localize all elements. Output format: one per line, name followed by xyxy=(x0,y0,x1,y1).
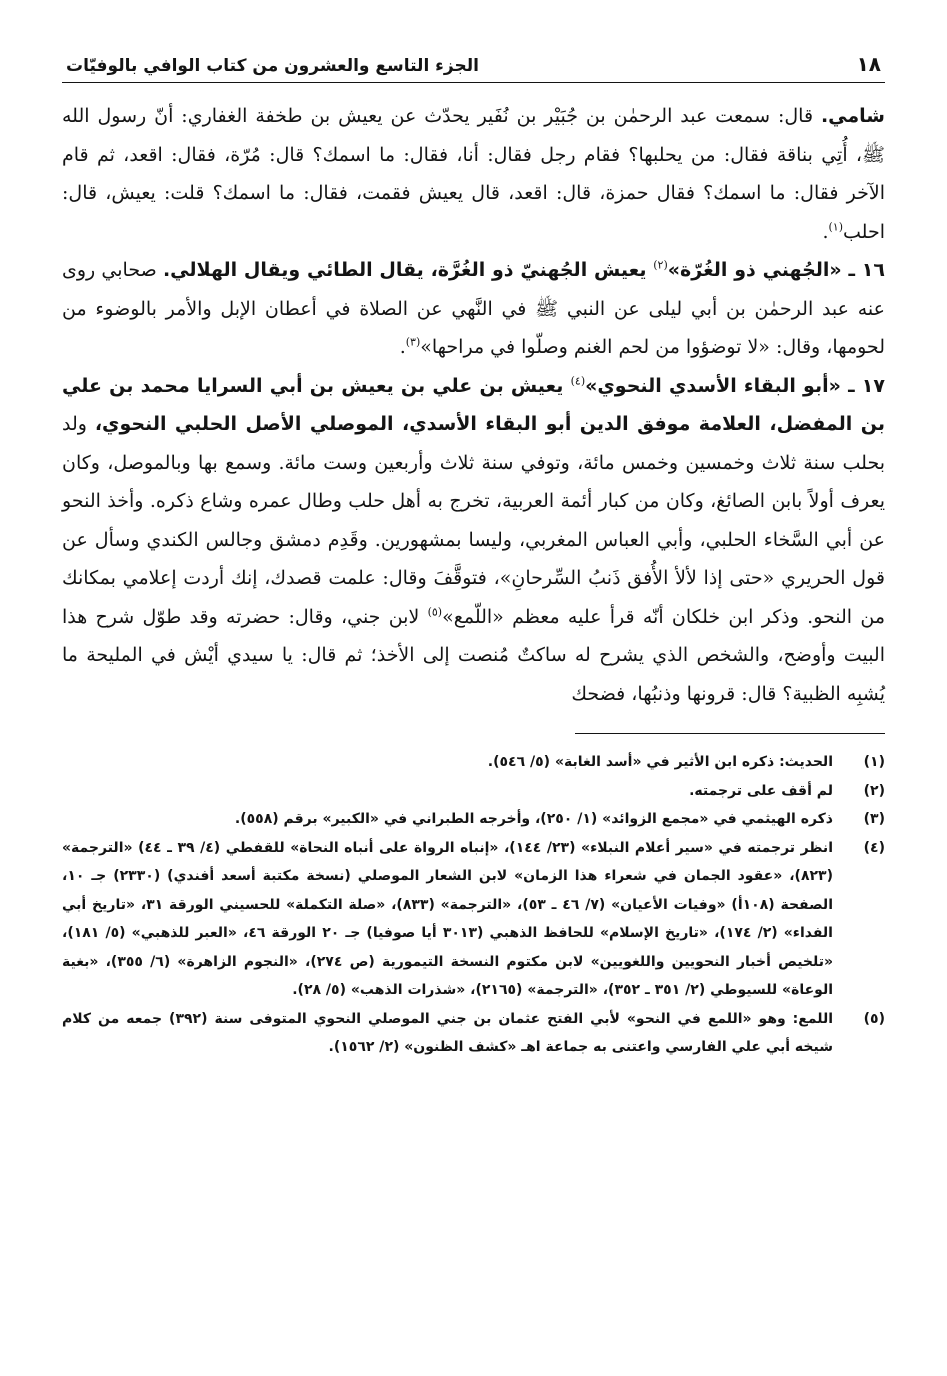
entry-17-name: يعيش بن علي بن يعيش بن أبي السرايا محمد بن علي بن المفضل، العلامة موفق الدين أبو البقاء الأسدي، الموصلي الأصل الحلبي النحوي، xyxy=(62,374,885,435)
footnote-item xyxy=(62,805,885,834)
opening-text: قال: سمعت عبد الرحمٰن بن جُبَيْر بن نُفَير يحدّث عن يعيش بن طخفة الغفاري: أنّ رسول الله ﷺ، أُتِي بناقة فقال: من يحلبها؟ فقام رجل فقال: أنا، فقال: ما اسمك؟ قال: مُرّة، فقال: اقعد، ثم قام الآخر فقال: ما اسمك؟ فقال حمزة، قال: اقعد، قال يعيش فقمت، فقال: ما اسمك؟ قلت: يعيش، قال: احلب xyxy=(62,105,885,243)
footnote-item xyxy=(62,834,885,1005)
footnote-number: (٥) xyxy=(863,1010,885,1027)
page-number: ١٨ xyxy=(856,52,881,76)
footnote-item xyxy=(62,777,885,806)
entry-17 xyxy=(62,367,885,714)
opening-end: . xyxy=(822,220,829,243)
running-header xyxy=(62,52,885,83)
footnote-text: ذكره الهيثمي في «مجمع الزوائد» (١/ ٢٥٠)، وأخرجه الطبراني في «الكبير» برقم (٥٥٨). xyxy=(234,811,833,827)
entry-16-end: . xyxy=(399,336,406,358)
footnote-ref: (٢) xyxy=(653,258,668,272)
footnote-number: (٢) xyxy=(863,782,885,799)
footnote-number: (٤) xyxy=(863,839,885,856)
footnotes xyxy=(62,748,885,1062)
entry-16 xyxy=(62,251,885,367)
footnote-number: (٣) xyxy=(863,811,885,827)
entry-16-text: صحابي روى عنه عبد الرحمٰن بن أبي ليلى عن النبي ﷺ في النَّهي عن الصلاة في أعطان الإبل والأمر بالوضوء من لحومها، وقال: «لا توضؤوا من لحم الغنم وصلّوا في مراحها» xyxy=(62,259,885,358)
footnote-item xyxy=(62,748,885,777)
footnote-ref: (١) xyxy=(828,220,844,234)
opening-paragraph xyxy=(62,97,885,251)
opening-bold: شامي. xyxy=(820,105,885,127)
main-text xyxy=(62,97,885,713)
footnote-text: لم أقف على ترجمته. xyxy=(689,782,833,799)
footnote-item xyxy=(62,1005,885,1062)
footnote-ref: (٣) xyxy=(405,335,421,349)
entry-16-name: يعيش الجُهنيّ ذو الغُرَّة، يقال الطائي ويقال الهلالي. xyxy=(162,259,654,281)
footnote-ref: (٤) xyxy=(570,374,586,388)
entry-17-heading: ١٧ ـ «أبو البقاء الأسدي النحوي» xyxy=(585,374,885,397)
book-page xyxy=(62,52,885,1062)
footnote-number: (١) xyxy=(863,754,885,770)
footnote-divider xyxy=(575,733,885,734)
footnote-text: الحديث: ذكره ابن الأثير في «أسد الغابة» (٥/ ٥٤٦). xyxy=(487,754,833,770)
entry-17-text-b: لابن جني، وقال: حضرته وقد طوّل شرح هذا البيت وأوضح، والشخص الذي يشرح له ساكتٌ مُنصت إلى الأخذ؛ ثم قال: يا سيدي أيْش في المليحة ما يُشبِه الظبية؟ قال: قرونها وذنبُها، فضحك xyxy=(62,605,885,705)
entry-17-text-a: ولد بحلب سنة ثلاث وخمسين وخمس مائة، وتوفي سنة ثلاث وأربعين وست مائة. وسمع بها وبالموصل، وكان يعرف أولاً بابن الصائغ، وكان من كبار أئمة العربية، تخرج به أهل حلب وطال عمره وشاع ذكره. وأخذ النحو عن أبي السَّخاء الحلبي، وأبي العباس المغربي، وليسا بمشهورين. وقَدِم دمشق وجالس الكندي وسأل عن قول الحريري «حتى إذا لألأ الأُفق ذَنبُ السِّرحانِ»، فتوقَّفَ وقال: علمت قصدك، إنك أردت إعلامي بمكانك من النحو. وذكر ابن خلكان أنّه قرأ عليه معظم «اللّمع» xyxy=(62,413,886,628)
running-title: الجزء التاسع والعشرون من كتاب الوافي بالوفيّات xyxy=(66,56,479,76)
footnote-text: اللمع: وهو «اللمع في النحو» لأبي الفتح عثمان بن جني الموصلي النحوي المتوفى سنة (٣٩٢) جمعه من كلام شيخه أبي علي الفارسي واعتنى به جماعة اهـ «كشف الظنون» (٢/ ١٥٦٢). xyxy=(62,1010,834,1055)
entry-16-heading: ١٦ ـ «الجُهني ذو الغُرّة» xyxy=(667,259,885,281)
footnote-ref: (٥) xyxy=(427,605,443,619)
footnote-text: انظر ترجمته في «سير أعلام النبلاء» (٢٣/ ١٤٤)، «إنباه الرواة على أنباه النحاة» للقفطي (٤/ ٣٩ ـ ٤٤) «الترجمة» (٨٢٣)، «عقود الجمان في شعراء هذا الزمان» لابن الشعار الموصلي (نسخة مكتبة أسعد أفندي) (٢٣٣٠) جـ ١٠، الصفحة (١٠٨أ) «وفيات الأعيان» (٧/ ٤٦ ـ ٥٣)، «الترجمة» (٨٣٣)، «صلة التكملة» للحسيني الورقة ٣١، «تاريخ أبي الفداء» (٢/ ١٧٤)، «تاريخ الإسلام» للحافظ الذهبي (٣٠١٣ أيا صوفيا) جـ ٢٠ الورقة ٤٦، «العبر للذهبي» (٥/ ١٨١)، «تلخيص أخبار النحويين واللغويين» لابن مكتوم النسخة التيمورية (ص ٢٧٤)، «النجوم الزاهرة» (٦/ ٣٥٥)، «بغية الوعاة» للسيوطي (٢/ ٣٥١ ـ ٣٥٢)، «الترجمة» (٢١٦٥)، «شذرات الذهب» (٥/ ٢٨). xyxy=(62,839,834,998)
